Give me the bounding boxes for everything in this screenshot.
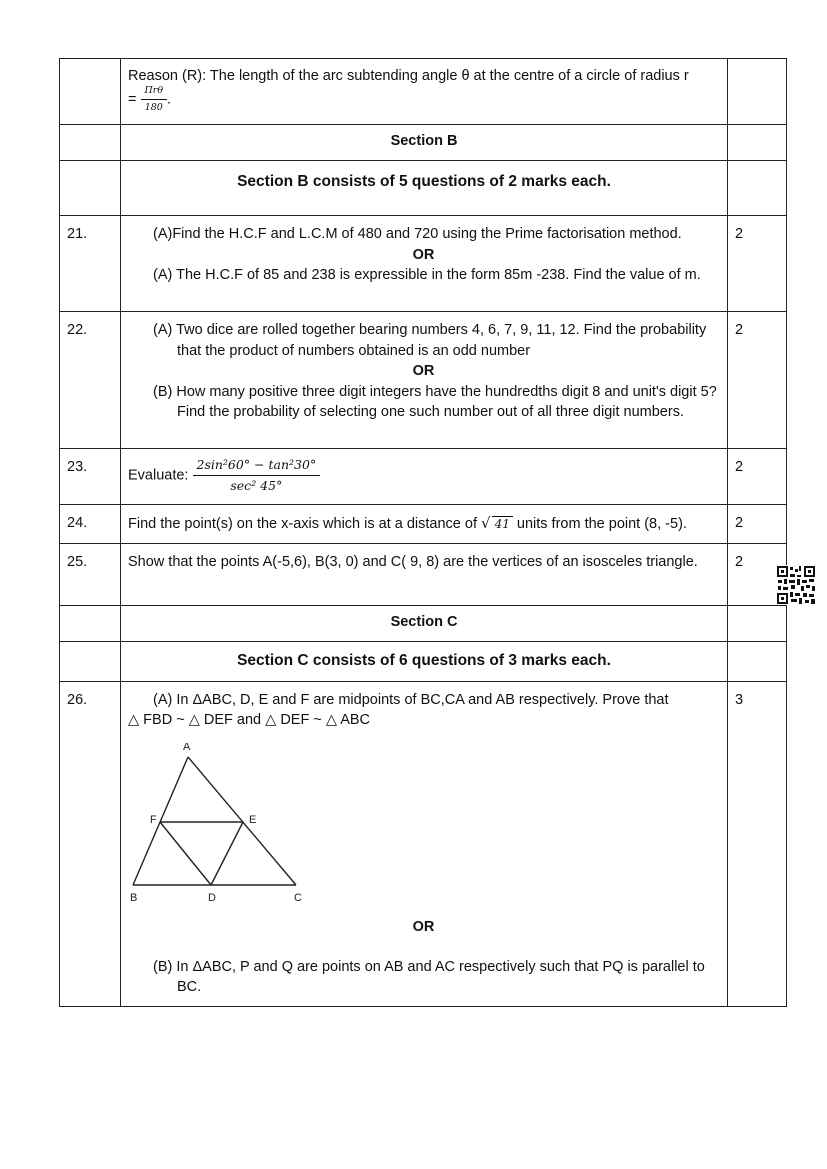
side-ab: [133, 757, 188, 885]
q22-part-b: (B) How many positive three digit integers have the hundredths digit 8 and unit's digit 5? Find the probability of selecting one such number out of all three digit numbers.: [153, 383, 717, 420]
question-body-26: [121, 681, 728, 1006]
question-number: 25.: [60, 543, 121, 605]
question-number: 22.: [60, 312, 121, 449]
question-number: 23.: [60, 449, 121, 505]
segment-fd: [160, 822, 211, 885]
side-ac: [188, 757, 296, 885]
q22-or: OR: [412, 363, 435, 379]
q23-denominator: sec² 45°: [230, 478, 283, 493]
reason-eq: =: [128, 91, 137, 108]
q21-or: OR: [412, 246, 435, 263]
q26-part-a-line1: (A) In ΔABC, D, E and F are midpoints of BC,CA and AB respectively. Prove that: [153, 691, 669, 708]
reason-row: [60, 59, 787, 125]
reason-cell: [121, 59, 728, 125]
q21-part-a: (A)Find the H.C.F and L.C.M of 480 and 720 using the Prime factorisation method.: [153, 226, 682, 242]
question-marks: 2: [728, 505, 787, 544]
section-c-title-row: [60, 605, 787, 641]
question-marks: 2: [728, 449, 787, 505]
arc-frac-den: 180: [144, 102, 163, 113]
q26-or: OR: [412, 919, 435, 935]
empty-num-cell: [60, 59, 121, 125]
triangle-figure: [130, 743, 719, 920]
section-b-desc-row: [60, 161, 787, 216]
empty-mark-cell: [728, 59, 787, 125]
question-body-25: Show that the points A(-5,6), B(3, 0) and C( 9, 8) are the vertices of an isosceles triangle.: [121, 543, 728, 605]
question-body-22: [121, 312, 728, 449]
question-body-24: [121, 505, 728, 544]
q26-part-b: (B) In ΔABC, P and Q are points on AB and AC respectively such that PQ is parallel to BC.: [153, 958, 705, 995]
section-b-title-row: [60, 125, 787, 161]
q24-radicand: 41: [492, 516, 513, 531]
q23-fraction: [193, 457, 321, 494]
question-row-25: [60, 543, 787, 605]
label-e: E: [249, 813, 257, 826]
question-marks: 2: [728, 543, 787, 605]
q23-numerator: 2sin²60° − tan²30°: [193, 457, 321, 476]
section-b-title: Section B: [121, 125, 728, 161]
q24-pre: Find the point(s) on the x-axis which is at a distance of: [128, 516, 477, 532]
section-c-desc-text: Section C consists of 6 questions of 3 marks each.: [237, 652, 611, 669]
reason-text: Reason (R): The length of the arc subtending angle θ at the centre of a circle of radius r: [128, 68, 689, 84]
label-d: D: [208, 891, 216, 904]
question-body-21: [121, 216, 728, 312]
q24-post: units from the point (8, -5).: [516, 516, 687, 532]
label-a: A: [183, 742, 191, 753]
q23-label: Evaluate:: [128, 467, 189, 484]
question-marks: 2: [728, 216, 787, 312]
section-b-desc-text: Section B consists of 5 questions of 2 marks each.: [237, 173, 611, 190]
question-row-22: [60, 312, 787, 449]
arc-frac-num: Πrθ: [141, 85, 168, 100]
question-row-23: [60, 449, 787, 505]
question-table: [59, 58, 787, 1007]
section-c-title: Section C: [121, 605, 728, 641]
question-number: 21.: [60, 216, 121, 312]
sqrt-sign: √: [481, 514, 491, 532]
q22-part-a: (A) Two dice are rolled together bearing numbers 4, 6, 7, 9, 11, 12. Find the probability that the product of numbers obtained is an odd number: [153, 322, 707, 359]
label-b: B: [130, 891, 138, 904]
reason-period: .: [167, 91, 172, 108]
label-c: C: [294, 891, 302, 904]
section-c-desc: [121, 641, 728, 681]
triangle-abc-diagram: [130, 743, 320, 913]
question-marks: 2: [728, 312, 787, 449]
question-marks: 3: [728, 681, 787, 1006]
arc-length-fraction: [141, 85, 168, 114]
qr-code-icon: [776, 565, 816, 605]
label-f: F: [150, 813, 157, 826]
q26-part-a-line2: △ FBD ~ △ DEF and △ DEF ~ △ ABC: [128, 712, 371, 728]
question-row-26: [60, 681, 787, 1006]
q21-part-b: (A) The H.C.F of 85 and 238 is expressible in the form 85m -238. Find the value of m.: [153, 267, 701, 283]
section-c-desc-row: [60, 641, 787, 681]
question-row-21: [60, 216, 787, 312]
question-body-23: [121, 449, 728, 505]
question-number: 26.: [60, 681, 121, 1006]
question-row-24: [60, 505, 787, 544]
section-b-desc: [121, 161, 728, 216]
segment-ed: [211, 822, 243, 885]
question-number: 24.: [60, 505, 121, 544]
